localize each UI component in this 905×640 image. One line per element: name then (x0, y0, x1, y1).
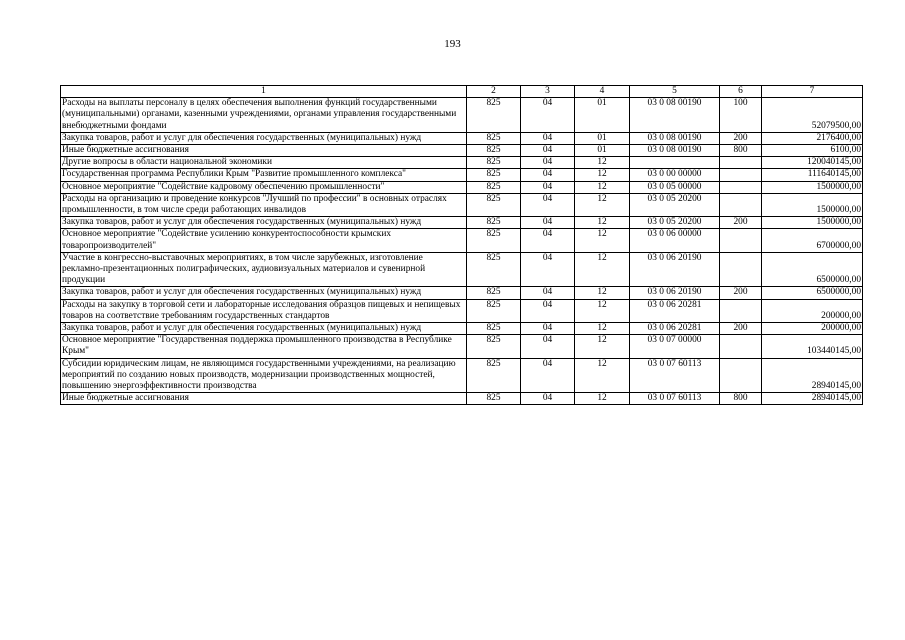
budget-table (60, 85, 863, 405)
row-subsection-cell: 12 (575, 193, 630, 216)
row-subsection-cell: 12 (575, 252, 630, 287)
row-expense-type-cell (720, 193, 762, 216)
row-expense-type-cell: 800 (720, 393, 762, 405)
row-target-article-cell: 03 0 06 20281 (630, 299, 720, 322)
table-row (61, 323, 863, 335)
table-row (61, 358, 863, 393)
row-amount-cell: 111640145,00 (762, 169, 863, 181)
row-expense-type-cell (720, 252, 762, 287)
row-name-cell: Иные бюджетные ассигнования (61, 145, 467, 157)
row-section-cell: 04 (521, 98, 575, 133)
row-subsection-cell: 12 (575, 157, 630, 169)
row-target-article-cell: 03 0 05 20200 (630, 193, 720, 216)
table-row (61, 132, 863, 144)
row-name-cell: Закупка товаров, работ и услуг для обеспечения государственных (муниципальных) нужд (61, 323, 467, 335)
row-amount-cell: 52079500,00 (762, 98, 863, 133)
row-amount-cell: 28940145,00 (762, 393, 863, 405)
row-name-cell: Расходы на закупку в торговой сети и лабораторные исследования образцов пищевых и непищевых товаров на соответствие требованиям государственных стандартов (61, 299, 467, 322)
row-section-cell: 04 (521, 132, 575, 144)
row-subsection-cell: 01 (575, 132, 630, 144)
row-target-article-cell: 03 0 07 60113 (630, 393, 720, 405)
row-section-cell: 04 (521, 217, 575, 229)
row-code-cell: 825 (467, 393, 521, 405)
row-name-cell: Закупка товаров, работ и услуг для обеспечения государственных (муниципальных) нужд (61, 132, 467, 144)
row-target-article-cell: 03 0 07 00000 (630, 335, 720, 358)
row-name-cell: Расходы на выплаты персоналу в целях обеспечения выполнения функций государственными (муниципальными) органами, казенными учреждениями, органами управления государственными внебюджетными фондами (61, 98, 467, 133)
row-subsection-cell: 12 (575, 287, 630, 299)
row-target-article-cell: 03 0 05 00000 (630, 181, 720, 193)
row-code-cell: 825 (467, 299, 521, 322)
row-name-cell: Основное мероприятие "Содействие усилению конкурентоспособности крымских товаропроизводителей" (61, 229, 467, 252)
row-section-cell: 04 (521, 358, 575, 393)
row-name-cell: Государственная программа Республики Крым "Развитие промышленного комплекса" (61, 169, 467, 181)
row-section-cell: 04 (521, 299, 575, 322)
row-target-article-cell: 03 0 08 00190 (630, 145, 720, 157)
row-code-cell: 825 (467, 181, 521, 193)
row-target-article-cell: 03 0 06 20281 (630, 323, 720, 335)
header-cell-6: 6 (720, 86, 762, 98)
header-cell-5: 5 (630, 86, 720, 98)
table-row (61, 145, 863, 157)
row-code-cell: 825 (467, 287, 521, 299)
table-row (61, 393, 863, 405)
header-cell-1: 1 (61, 86, 467, 98)
row-name-cell: Закупка товаров, работ и услуг для обеспечения государственных (муниципальных) нужд (61, 287, 467, 299)
row-expense-type-cell (720, 181, 762, 193)
row-amount-cell: 1500000,00 (762, 193, 863, 216)
row-section-cell: 04 (521, 252, 575, 287)
header-cell-7: 7 (762, 86, 863, 98)
row-amount-cell: 1500000,00 (762, 217, 863, 229)
row-code-cell: 825 (467, 132, 521, 144)
row-target-article-cell: 03 0 06 00000 (630, 229, 720, 252)
row-amount-cell: 120040145,00 (762, 157, 863, 169)
row-expense-type-cell: 100 (720, 98, 762, 133)
row-target-article-cell: 03 0 06 20190 (630, 287, 720, 299)
table-row (61, 335, 863, 358)
row-section-cell: 04 (521, 393, 575, 405)
row-subsection-cell: 12 (575, 181, 630, 193)
row-target-article-cell (630, 157, 720, 169)
table-row (61, 287, 863, 299)
table-row (61, 157, 863, 169)
row-subsection-cell: 01 (575, 98, 630, 133)
row-subsection-cell: 01 (575, 145, 630, 157)
row-expense-type-cell: 800 (720, 145, 762, 157)
row-name-cell: Основное мероприятие "Содействие кадровому обеспечению промышленности" (61, 181, 467, 193)
row-section-cell: 04 (521, 229, 575, 252)
row-subsection-cell: 12 (575, 169, 630, 181)
row-expense-type-cell: 200 (720, 323, 762, 335)
header-cell-3: 3 (521, 86, 575, 98)
row-code-cell: 825 (467, 252, 521, 287)
row-code-cell: 825 (467, 193, 521, 216)
row-expense-type-cell: 200 (720, 217, 762, 229)
row-name-cell: Основное мероприятие "Государственная поддержка промышленного производства в Республике Крым" (61, 335, 467, 358)
header-cell-4: 4 (575, 86, 630, 98)
table-row (61, 252, 863, 287)
row-name-cell: Участие в конгрессно-выставочных мероприятиях, в том числе зарубежных, изготовление рекламно-презентационных полиграфических, аудиовизуальных материалов и сувенирной продукции (61, 252, 467, 287)
row-subsection-cell: 12 (575, 217, 630, 229)
row-name-cell: Расходы на организацию и проведение конкурсов "Лучший по профессии" в основных отраслях промышленности, в том числе среди работающих инвалидов (61, 193, 467, 216)
row-expense-type-cell (720, 169, 762, 181)
row-expense-type-cell (720, 157, 762, 169)
row-section-cell: 04 (521, 169, 575, 181)
table-row (61, 299, 863, 322)
row-code-cell: 825 (467, 323, 521, 335)
row-subsection-cell: 12 (575, 229, 630, 252)
row-expense-type-cell (720, 229, 762, 252)
row-amount-cell: 200000,00 (762, 299, 863, 322)
row-name-cell: Другие вопросы в области национальной экономики (61, 157, 467, 169)
row-amount-cell: 6500000,00 (762, 287, 863, 299)
row-expense-type-cell (720, 358, 762, 393)
row-section-cell: 04 (521, 335, 575, 358)
row-subsection-cell: 12 (575, 335, 630, 358)
row-target-article-cell: 03 0 06 20190 (630, 252, 720, 287)
row-target-article-cell: 03 0 07 60113 (630, 358, 720, 393)
row-name-cell: Иные бюджетные ассигнования (61, 393, 467, 405)
row-section-cell: 04 (521, 145, 575, 157)
row-code-cell: 825 (467, 335, 521, 358)
table-row (61, 193, 863, 216)
table-row (61, 229, 863, 252)
row-code-cell: 825 (467, 229, 521, 252)
row-code-cell: 825 (467, 98, 521, 133)
row-section-cell: 04 (521, 181, 575, 193)
row-expense-type-cell: 200 (720, 287, 762, 299)
table-row (61, 169, 863, 181)
table-row (61, 181, 863, 193)
row-amount-cell: 103440145,00 (762, 335, 863, 358)
row-code-cell: 825 (467, 217, 521, 229)
budget-table-body (61, 86, 863, 405)
row-section-cell: 04 (521, 287, 575, 299)
table-row (61, 217, 863, 229)
row-target-article-cell: 03 0 00 00000 (630, 169, 720, 181)
row-code-cell: 825 (467, 169, 521, 181)
row-target-article-cell: 03 0 08 00190 (630, 98, 720, 133)
header-cell-2: 2 (467, 86, 521, 98)
row-expense-type-cell (720, 299, 762, 322)
row-code-cell: 825 (467, 145, 521, 157)
row-amount-cell: 2176400,00 (762, 132, 863, 144)
row-amount-cell: 28940145,00 (762, 358, 863, 393)
row-code-cell: 825 (467, 157, 521, 169)
row-expense-type-cell (720, 335, 762, 358)
row-subsection-cell: 12 (575, 358, 630, 393)
row-section-cell: 04 (521, 323, 575, 335)
row-subsection-cell: 12 (575, 393, 630, 405)
row-amount-cell: 6500000,00 (762, 252, 863, 287)
row-section-cell: 04 (521, 157, 575, 169)
row-target-article-cell: 03 0 05 20200 (630, 217, 720, 229)
row-subsection-cell: 12 (575, 299, 630, 322)
table-row (61, 98, 863, 133)
page-number: 193 (444, 38, 461, 50)
row-expense-type-cell: 200 (720, 132, 762, 144)
row-subsection-cell: 12 (575, 323, 630, 335)
row-code-cell: 825 (467, 358, 521, 393)
row-amount-cell: 200000,00 (762, 323, 863, 335)
row-amount-cell: 6700000,00 (762, 229, 863, 252)
row-amount-cell: 6100,00 (762, 145, 863, 157)
row-section-cell: 04 (521, 193, 575, 216)
row-amount-cell: 1500000,00 (762, 181, 863, 193)
row-name-cell: Закупка товаров, работ и услуг для обеспечения государственных (муниципальных) нужд (61, 217, 467, 229)
row-name-cell: Субсидии юридическим лицам, не являющимся государственными учреждениями, на реализацию мероприятий по созданию новых производств, модернизации производственных мощностей, повышению энергоэффективности производства (61, 358, 467, 393)
row-target-article-cell: 03 0 08 00190 (630, 132, 720, 144)
table-header-row (61, 86, 863, 98)
